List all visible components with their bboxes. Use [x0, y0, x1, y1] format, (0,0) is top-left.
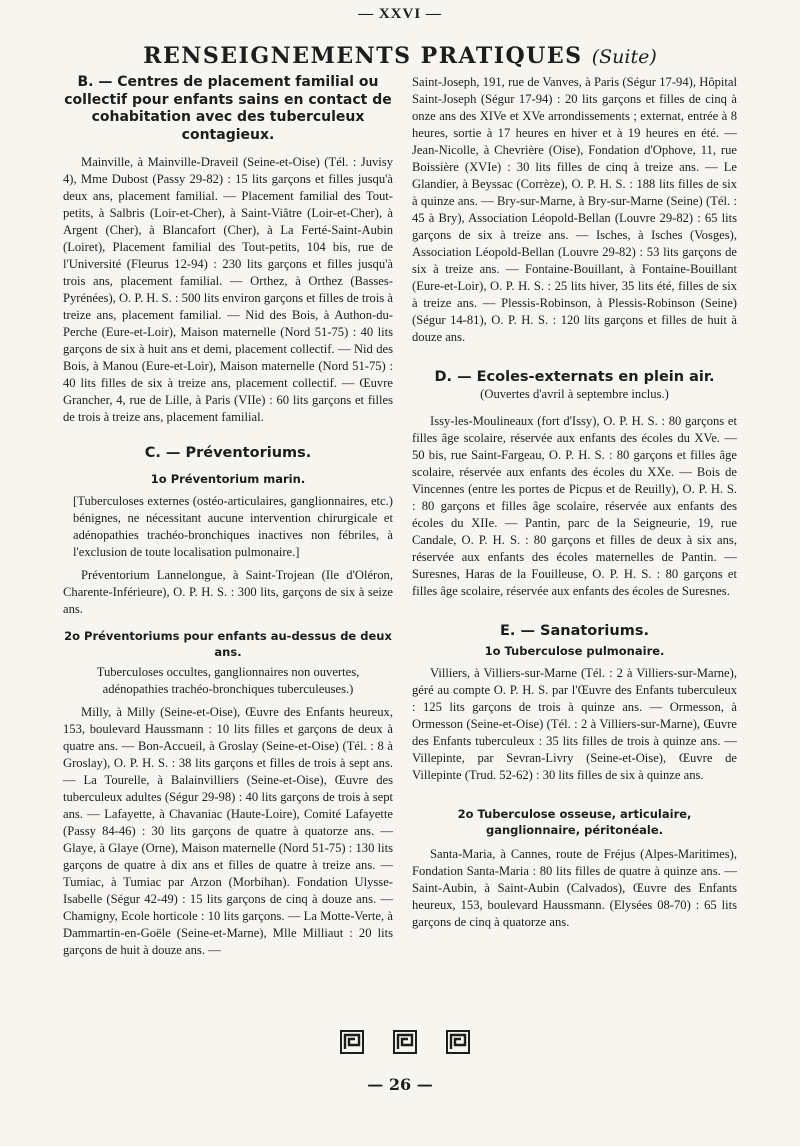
section-c-sub1-text: Préventorium Lannelongue, à Saint-Trojean (Ile d'Oléron, Charente-Inférieure), O. P. H. S. : 300 lits, garçons de six à seize ans.	[63, 568, 393, 616]
section-e-sub1-text: Villiers, à Villiers-sur-Marne (Tél. : 2 à Villiers-sur-Marne), géré au compte O. P. H. S. par l'Œuvre des Enfants tuberculeux : 125 lits garçons de trois à quinze ans. — Ormesson, à Ormesson (Seine-et-Oise) (Tél. : 2 à Villiers-sur-Marne), Œuvre des Enfants tuberculeux : 35 lits filles de trois à quinze ans. — Villepinte, par Sevran-Livry (Seine-et-Oise), Œuvre de Villepinte (Trud. 52-62) : 30 lits filles de six à quinze ans.	[412, 666, 737, 782]
main-title-suite: (Suite)	[591, 46, 657, 68]
spiral-ornament-icon	[393, 1030, 417, 1054]
section-b-text: Mainville, à Mainville-Draveil (Seine-et-Oise) (Tél. : Juvisy 4), Mme Dubost (Passy 29-82) : 15 lits garçons et filles jusqu'à deux ans, placement familial. — Placement familial des Tout-petits, à Salbris (Loir-et-Cher), à Saint-Viâtre (Loir-et-Cher), à Argent (Cher), à Blancafort (Cher), à La Ferté-Saint-Aubin (Loiret), Placement familial des Tout-petits, 104 bis, rue de l'Université (Fleurus 12-94) : 230 lits garçons et filles jusqu'à trois ans, placement familial. — Orthez, à Orthez (Basses-Pyrénées), O. P. H. S. : 500 lits environ garçons et filles de trois à treize ans, placement familial. — Nid des Bois, à Authon-du-Perche (Eure-et-Loir), Maison maternelle (Nord 51-75) : 40 lits garçons de six à huit ans et demi, placement collectif. — Nid des Bois, à Manou (Eure-et-Loir), Maison maternelle (Nord 51-75) : 40 lits filles de six à treize ans, placement collectif. — Œuvre Grancher, 4, rue de Lille, à Paris (VIIe) : 60 lits garçons et filles de trois à treize ans, placement familial.	[63, 155, 393, 424]
section-c-sub1-note: [Tuberculoses externes (ostéo-articulaires, ganglionnaires, etc.) bénignes, ne nécessitant aucune intervention chirurgicale et adénopathies trachéo-bronchiques inactives non fébriles, à l'exclusion de toute localisation pulmonaire.]	[73, 494, 393, 559]
section-c-sub2-text: Milly, à Milly (Seine-et-Oise), Œuvre des Enfants heureux, 153, boulevard Haussmann : 10 lits filles et garçons de deux à quatre ans. — Bon-Accueil, à Groslay (Seine-et-Oise) (Tél. : 8 à Groslay), O. P. H. S. : 38 lits garçons et filles de trois à sept ans. — La Tourelle, à Balainvilliers (Seine-et-Oise), Œuvre des tuberculeux adultes (Ségur 29-98) : 40 lits garçons de trois à sept ans. — Lafayette, à Chavaniac (Haute-Loire), Comité Lafayette (Passy 84-46) : 30 lits garçons de quatre à quatorze ans. — Glaye, à Glaye (Orne), Maison maternelle (Nord 51-75) : 130 lits garçons de quatre à dix ans et filles de quatre à treize ans. — Tumiac, à Tumiac par Arzon (Morbihan). Fondation Ulysse-Isabelle (Ségur 42-49) : 15 lits garçons de cinq à douze ans. — Chamigny, Ecole horticole : 10 lits garçons. — La Motte-Verte, à Dammartin-en-Goële (Seine-et-Marne), Mlle Milliaut : 20 lits garçons de huit à douze ans. —	[63, 705, 393, 957]
section-d-note: (Ouvertes d'avril à septembre inclus.)	[480, 387, 669, 401]
right-continuation-text: Saint-Joseph, 191, rue de Vanves, à Paris (Ségur 17-94), Hôpital Saint-Joseph (Ségur 17-94) : 20 lits garçons et filles de cinq à onze ans des XIVe et XVe arrondissements ; externat, entrée à 8 heures, sortie à 17 heures en hiver et à 19 heures en été. — Jean-Nicolle, à Chevrière (Oise), Fondation d'Ophove, 11, rue Boissière (XVIe) : 30 lits filles de cinq à treize ans. — Le Glandier, à Beyssac (Corrèze), O. P. H. S. : 188 lits filles de six à quinze ans. — Bry-sur-Marne, à Bry-sur-Marne (Seine) (Tél. : 45 à Bry), Association Léopold-Bellan (Louvre 29-82) : 65 lits garçons de six à treize ans. — Isches, à Isches (Vosges), Association Léopold-Bellan (Louvre 29-82) : 53 lits garçons de six à treize ans. — Fontaine-Bouillant, à Fontaine-Bouillant (Eure-et-Loir), O. P. H. S. : 25 lits hiver, 35 lits été, filles de six à treize ans. — Plessis-Robinson, à Plessis-Robinson (Seine) (Ségur 14-81), O. P. H. S. : 120 lits garçons et filles de huit à douze ans.	[412, 75, 737, 344]
section-c-sub2-title: 2o Préventoriums pour enfants au-dessus de deux ans.	[64, 629, 392, 659]
spiral-ornament-icon	[340, 1030, 364, 1054]
right-column	[412, 74, 737, 931]
footer-ornaments	[340, 1030, 470, 1056]
section-e-sub1-title: 1o Tuberculose pulmonaire.	[484, 644, 665, 658]
section-b-title: B. — Centres de placement familial ou collectif pour enfants sains en contact de cohabitation avec des tuberculeux contagieux.	[64, 74, 392, 143]
section-c-title: C. — Préventoriums.	[144, 445, 312, 461]
section-d-title: D. — Ecoles-externats en plein air.	[434, 369, 715, 385]
section-e-sub2-title: 2o Tuberculose osseuse, articulaire, ganglionnaire, péritonéale.	[457, 807, 692, 837]
section-e-sub2-text: Santa-Maria, à Cannes, route de Fréjus (Alpes-Maritimes), Fondation Santa-Maria : 80 lits filles de quatre à quinze ans. — Saint-Aubin, à Saint-Aubin (Calvados), Œuvre des Enfants heureux, 153, boulevard Haussmann. (Elysées 08-70) : 65 lits garçons de cinq à quatorze ans.	[412, 847, 737, 929]
page-number: — 26 —	[367, 1075, 433, 1094]
section-d-text: Issy-les-Moulineaux (fort d'Issy), O. P. H. S. : 80 garçons et filles âge scolaire, réservée aux enfants des écoles du XVe. — 50 bis, rue Saint-Fargeau, O. P. H. S. : 80 garçons et filles âge scolaire, réservée aux enfants des écoles du XXe. — Bois de Vincennes (entre les portes de Picpus et de Reuilly), O. P. H. S. : 80 garçons et filles âge scolaire, réservée aux enfants des écoles du XIIe. — Pantin, parc de la Seigneurie, 19, rue Candale, O. P. H. S. : 80 garçons et filles de deux à six ans, réservée aux enfants des écoles maternelles de Pantin. — Suresnes, Haras de la Fouilleuse, O. P. H. S. : 80 garçons et filles âge scolaire, réservée aux enfants des écoles de Suresnes.	[412, 414, 737, 598]
main-title-text: RENSEIGNEMENTS PRATIQUES	[143, 43, 583, 69]
page-roman-number: — XXVI —	[358, 6, 442, 22]
section-c-sub2-note: Tuberculoses occultes, ganglionnaires non ouvertes, adénopathies trachéo-bronchiques tuberculeuses.)	[96, 665, 360, 696]
left-column	[63, 74, 393, 959]
page-title	[0, 43, 800, 69]
section-e-title: E. — Sanatoriums.	[500, 623, 649, 639]
section-c-sub1-title: 1o Préventorium marin.	[150, 472, 306, 486]
spiral-ornament-icon	[446, 1030, 470, 1054]
